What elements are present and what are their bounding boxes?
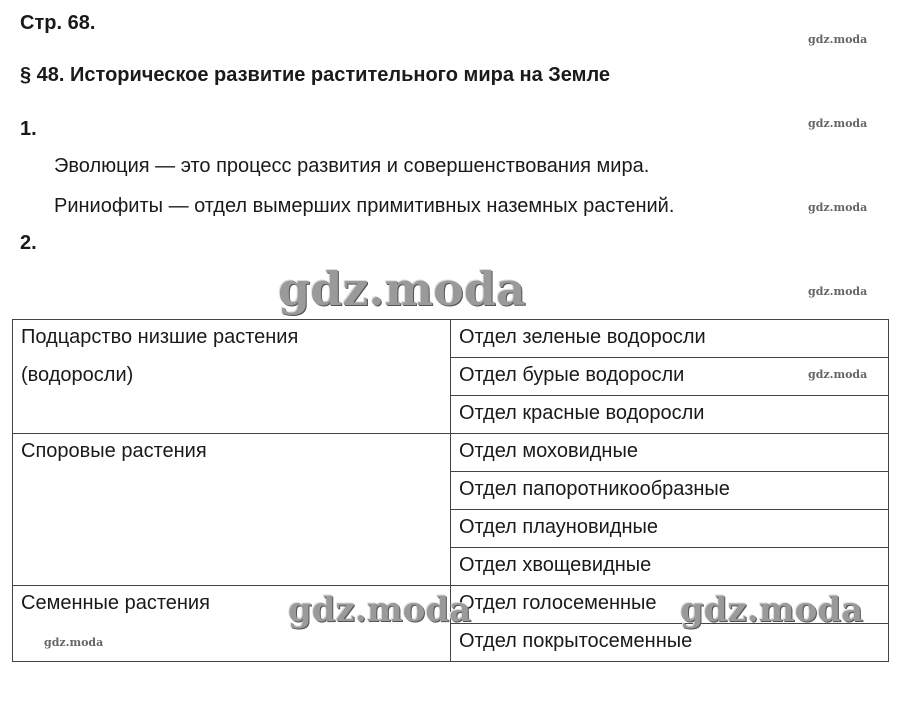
table-row <box>13 320 889 358</box>
table-row <box>13 434 889 472</box>
watermark-large: gdz.moda <box>288 590 472 630</box>
division-cell: Отдел бурые водоросли <box>451 358 889 396</box>
group-label: Подцарство низшие растения <box>21 326 299 348</box>
section-heading: § 48. Историческое развитие растительного мира на Земле <box>20 64 611 86</box>
watermark: gdz.moda <box>808 33 868 46</box>
watermark: gdz.moda <box>808 285 868 298</box>
division-cell: Отдел плауновидные <box>451 510 889 548</box>
division-cell: Отдел покрытосеменные <box>451 624 889 662</box>
division-cell: Отдел моховидные <box>451 434 889 472</box>
group-cell-lower-plants <box>13 320 451 434</box>
division-cell: Отдел хвощевидные <box>451 548 889 586</box>
task-2-number: 2. <box>20 232 37 254</box>
watermark-large: gdz.moda <box>680 590 864 630</box>
group-label: (водоросли) <box>21 364 134 386</box>
division-cell: Отдел голосеменные <box>451 586 889 624</box>
division-cell: Отдел папоротникообразные <box>451 472 889 510</box>
group-cell-spore-plants <box>13 434 451 586</box>
definition-evolution: Эволюция — это процесс развития и совершенствования мира. <box>54 155 650 177</box>
watermark-large: gdz.moda <box>278 262 526 316</box>
watermark: gdz.moda <box>808 201 868 214</box>
watermark: gdz.moda <box>808 368 868 381</box>
task-1-number: 1. <box>20 118 37 140</box>
division-cell: Отдел зеленые водоросли <box>451 320 889 358</box>
division-cell: Отдел красные водоросли <box>451 396 889 434</box>
group-label: Споровые растения <box>21 440 207 462</box>
watermark: gdz.moda <box>808 117 868 130</box>
page-label: Стр. 68. <box>20 12 96 34</box>
group-label: Семенные растения <box>21 592 210 614</box>
definition-rhyniophyta: Риниофиты — отдел вымерших примитивных наземных растений. <box>54 195 675 217</box>
watermark: gdz.moda <box>44 636 104 649</box>
